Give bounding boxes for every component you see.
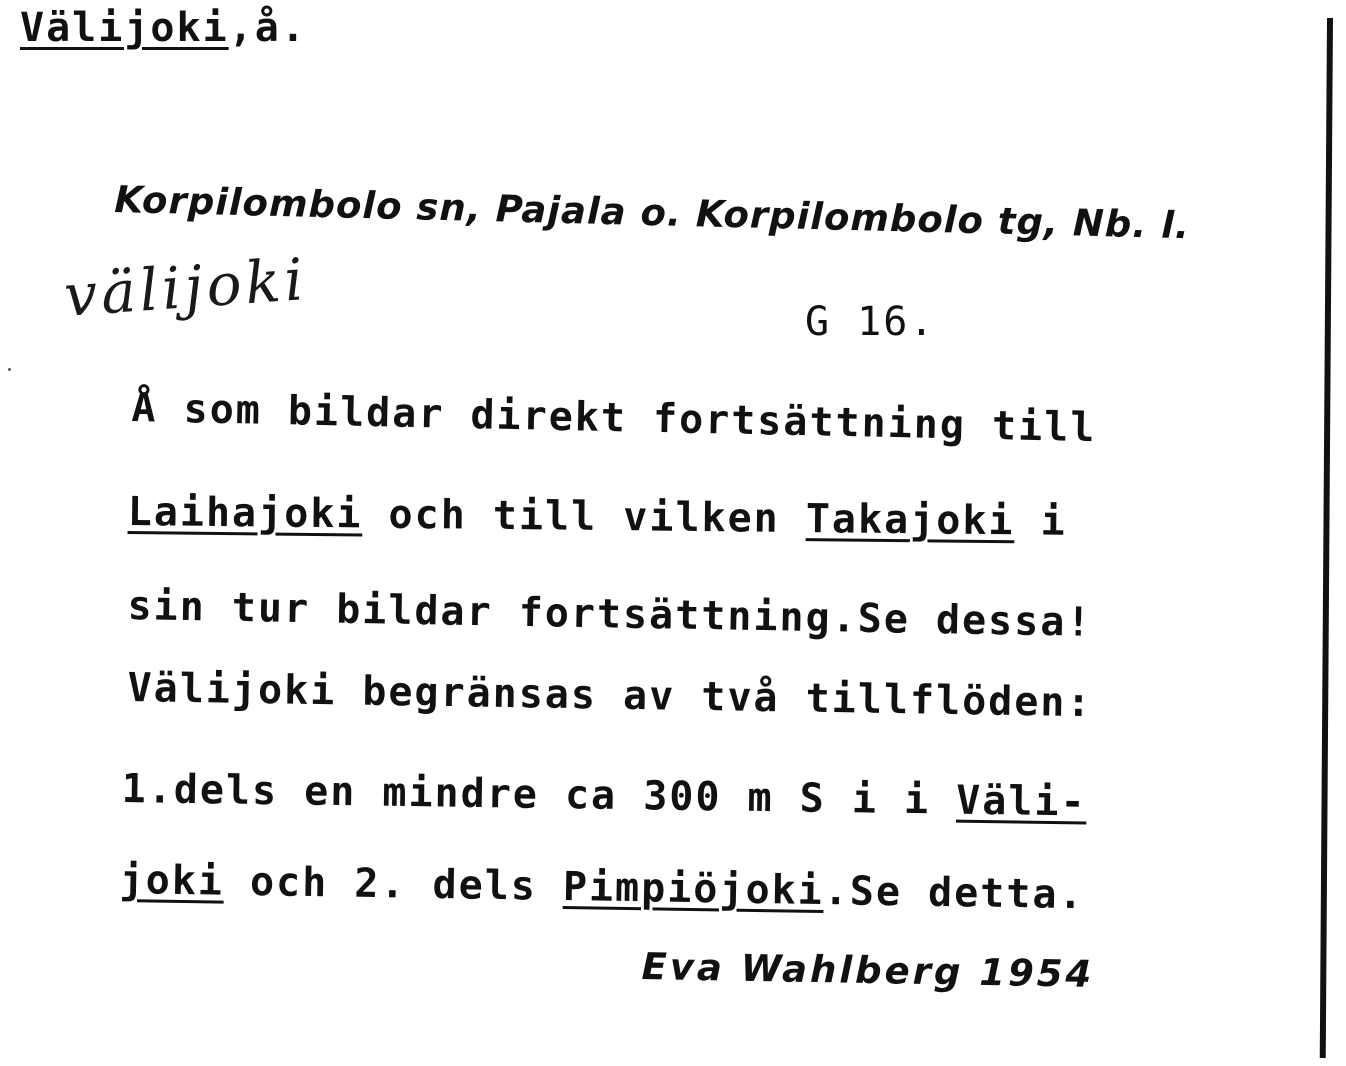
- link-valijoki-part1: Väli-: [955, 777, 1087, 826]
- heading-name: Välijoki: [20, 5, 229, 51]
- body-line-4: Välijoki begränsas av två tillflöden:: [127, 664, 1093, 727]
- signature: Eva Wahlberg 1954: [641, 945, 1095, 996]
- body-text: och till vilken: [362, 491, 807, 543]
- body-text: och 2. dels: [223, 858, 564, 910]
- region-line: Korpilombolo sn, Pajala o. Korpilombolo tg, Nb. l.: [113, 178, 1191, 248]
- map-code: G 16.: [805, 299, 936, 345]
- body-line-2: [127, 488, 1066, 546]
- link-laihajoki: Laihajoki: [127, 488, 363, 538]
- handwritten-name: välijoki: [62, 245, 310, 330]
- body-line-6: [119, 856, 1085, 919]
- body-text: 1.dels en mindre ca 300 m S i i: [121, 765, 957, 824]
- card-edge-line: [1320, 18, 1333, 1058]
- card-heading: [20, 4, 307, 52]
- body-line-5: [121, 765, 1087, 826]
- body-line-3: sin tur bildar fortsättning.Se dessa!: [127, 582, 1093, 646]
- body-text: i: [1014, 498, 1067, 545]
- link-takajoki: Takajoki: [805, 496, 1015, 545]
- link-pimpiojoki: Pimpiöjoki: [562, 863, 825, 915]
- heading-suffix: ,å.: [228, 5, 307, 51]
- body-text: .Se detta.: [823, 868, 1085, 919]
- body-line-1: Å som bildar direkt fortsättning till: [131, 384, 1097, 452]
- link-valijoki-part2: joki: [119, 856, 225, 905]
- speck-mark: [8, 368, 11, 371]
